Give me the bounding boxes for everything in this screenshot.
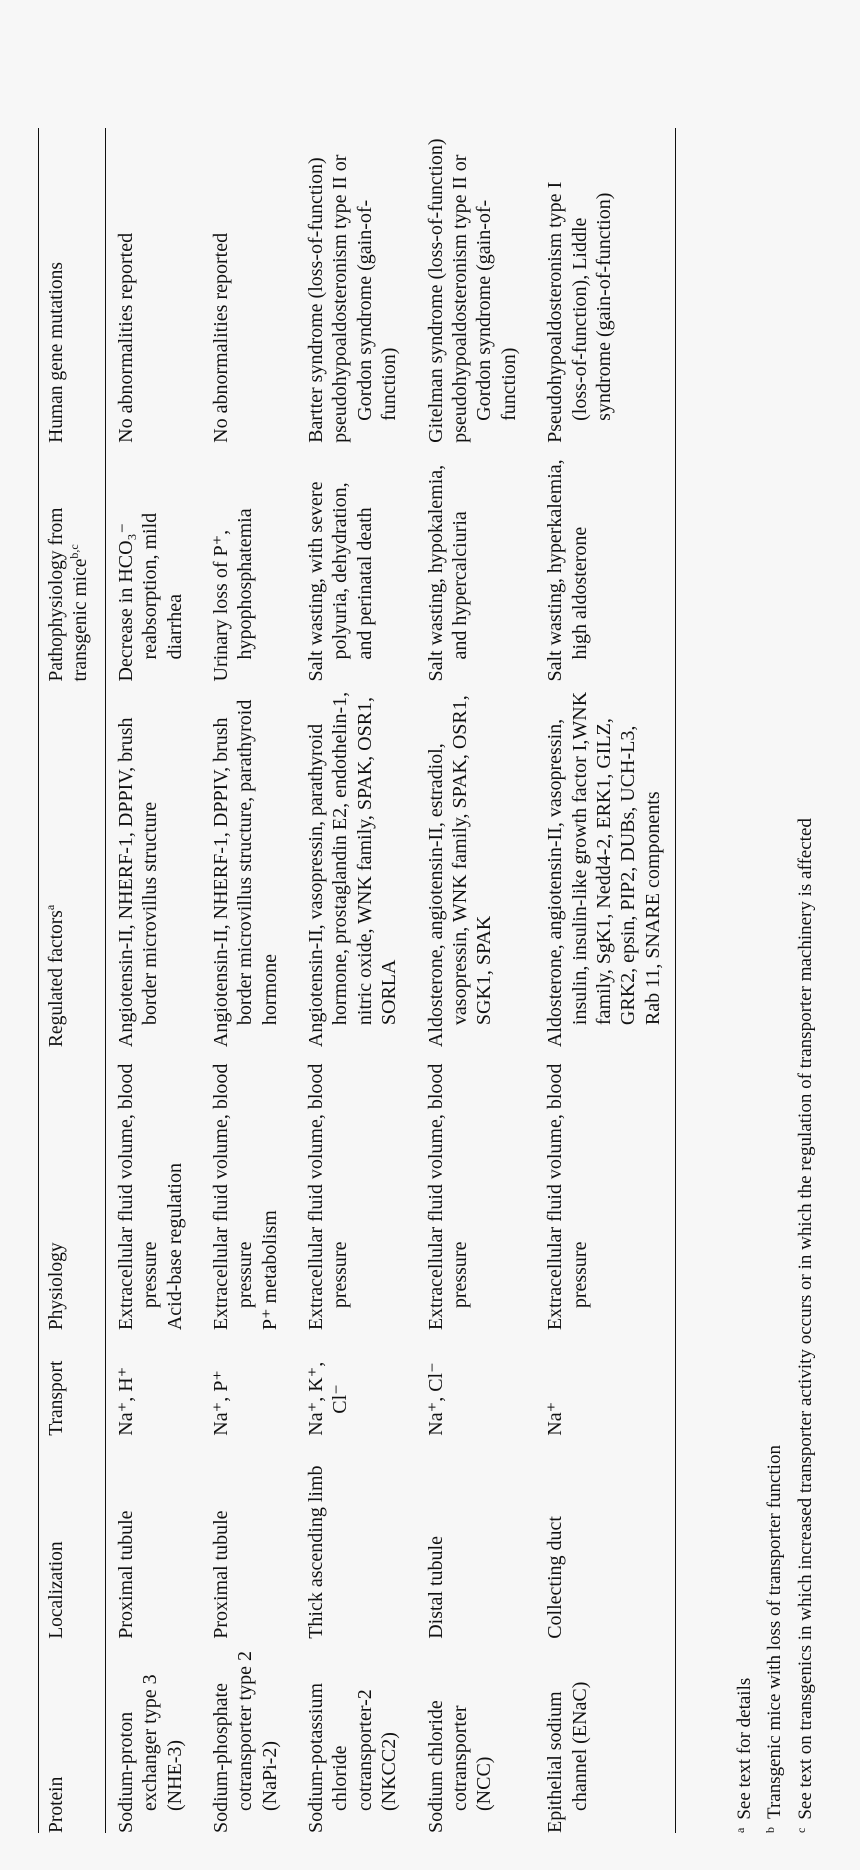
cell-localization-text: Collecting duct	[544, 1516, 567, 1639]
cell-protein-text: Sodium-proton exchanger type 3 (NHE-3)	[114, 1674, 186, 1833]
table-body	[105, 128, 675, 1833]
header-patho-label: Pathophysiology from transgenic mice	[46, 507, 91, 682]
cell-protein	[105, 1639, 201, 1833]
cell-pathophysiology-text: Decrease in HCO₃⁻ reabsorption, mild diarrhea	[114, 512, 186, 682]
cell-protein	[535, 1639, 675, 1833]
cell-human-mutations-line: pseudohypoaldosteronism type II or Gordon syndrome (gain-of-function)	[329, 154, 401, 443]
footnote	[730, 818, 760, 1833]
cell-localization-text: Thick ascending limb	[305, 1465, 328, 1639]
cell-human-mutations-line: No abnormalities reported	[209, 232, 232, 443]
cell-regulated	[296, 682, 416, 1048]
table-row	[416, 128, 536, 1833]
cell-protein	[201, 1639, 296, 1833]
header-patho-mark: b,c	[66, 544, 81, 559]
cell-protein	[296, 1639, 416, 1833]
header-regulated-mark: a	[43, 904, 58, 911]
cell-human-mutations	[416, 128, 536, 443]
header-regulated-label: Regulated factors	[46, 910, 68, 1048]
cell-pathophysiology-text: Urinary loss of P⁺, hypophosphatemia	[209, 508, 257, 682]
cell-regulated-text: Aldosterone, angiotensin-II, vasopressin, insulin, insulin-like growth factor I,WNK family, SgK1, Nedd4-2, ERK1, GILZ, GRK2, epsin, PIP2, DUBs, UCH-L3, Rab 11, SNARE components	[544, 691, 664, 1048]
cell-pathophysiology	[416, 443, 536, 682]
cell-protein	[416, 1639, 536, 1833]
header-transport: Transport	[46, 1360, 68, 1436]
cell-physiology	[201, 1047, 296, 1330]
cell-human-mutations-line: Bartter syndrome (loss-of-function)	[305, 157, 328, 443]
cell-physiology	[105, 1047, 201, 1330]
cell-transport-text: Na⁺	[544, 1401, 567, 1436]
transporter-table	[39, 128, 676, 1833]
footnote	[760, 818, 790, 1833]
cell-human-mutations-line: Pseudohypoaldosteronism type I (loss-of-function), Liddle syndrome (gain-of-function)	[544, 181, 615, 443]
table-row	[296, 128, 416, 1833]
cell-physiology-line: Extracellular fluid volume, blood pressure	[305, 1063, 352, 1331]
cell-transport-text: Na⁺, H⁺	[114, 1366, 137, 1436]
cell-localization-text: Distal tubule	[424, 1536, 447, 1639]
cell-human-mutations	[535, 128, 675, 443]
header-human-mutations: Human gene mutations	[46, 261, 68, 443]
cell-localization	[201, 1436, 296, 1639]
cell-human-mutations-line: pseudohypoaldosteronism type II or Gordon syndrome (gain-of-function)	[449, 154, 520, 443]
footnotes	[730, 818, 821, 1833]
cell-regulated	[535, 682, 675, 1048]
cell-physiology-line: Acid-base regulation	[163, 1163, 186, 1331]
cell-physiology-line: Extracellular fluid volume, blood pressure	[544, 1063, 591, 1331]
cell-regulated-text: Angiotensin-II, NHERF-1, DPPIV, brush border microvillus structure, parathyroid hormone	[209, 699, 281, 1048]
footnote-mark: a	[733, 1827, 747, 1833]
header-pathophysiology	[39, 443, 105, 682]
footnote-text: Transgenic mice with loss of transporter function	[764, 1445, 786, 1819]
cell-protein-text: Sodium chloride cotransporter (NCC)	[424, 1700, 496, 1833]
cell-localization	[105, 1436, 201, 1639]
cell-regulated	[416, 682, 536, 1048]
cell-transport-text: Na⁺, K⁺, Cl⁻	[305, 1361, 352, 1436]
table-container	[38, 128, 676, 1833]
cell-transport-text: Na⁺, Cl⁻	[424, 1362, 447, 1436]
cell-human-mutations-line: No abnormalities reported	[114, 232, 137, 443]
table-row	[105, 128, 201, 1833]
cell-physiology-line: Extracellular fluid volume, blood pressure	[114, 1063, 162, 1331]
footnote-mark: b	[763, 1827, 778, 1833]
cell-protein-text: Epithelial sodium channel (ENaC)	[544, 1681, 591, 1833]
cell-protein-text: Sodium-phosphate cotransporter type 2 (NaPi-2)	[209, 1651, 281, 1833]
cell-physiology-line: Extracellular fluid volume, blood pressure	[209, 1063, 257, 1331]
cell-human-mutations-line: Gitelman syndrome (loss-of-function)	[424, 138, 447, 443]
cell-localization	[296, 1436, 416, 1639]
cell-regulated-text: Angiotensin-II, vasopressin, parathyroid hormone, prostaglandin E2, endothelin-1, nitric oxide, WNK family, SPAK, OSR1, SORLA	[305, 691, 401, 1048]
cell-regulated-text: Aldosterone, angiotensin-II, estradiol, vasopressin, WNK family, SPAK, OSR1, SGK1, SPAK	[424, 695, 496, 1048]
cell-localization	[535, 1436, 675, 1639]
cell-transport	[296, 1330, 416, 1436]
cell-pathophysiology-text: Salt wasting, with severe polyuria, dehydration, and perinatal death	[305, 481, 376, 682]
footnote-text: See text on transgenics in which increased transporter activity occurs or in which the regulation of transporter machinery is affected	[794, 818, 816, 1820]
cell-pathophysiology	[296, 443, 416, 682]
cell-localization	[416, 1436, 536, 1639]
cell-pathophysiology	[105, 443, 201, 682]
cell-transport-text: Na⁺, P⁺	[209, 1370, 232, 1436]
cell-regulated	[201, 682, 296, 1048]
cell-physiology-line: P⁺ metabolism	[258, 1210, 281, 1331]
cell-human-mutations	[296, 128, 416, 443]
table-row	[201, 128, 296, 1833]
footnote-text: See text for details	[734, 1677, 755, 1820]
header-row	[39, 128, 105, 1833]
cell-human-mutations	[105, 128, 201, 443]
cell-localization-text: Proximal tubule	[209, 1510, 232, 1639]
header-regulated	[39, 682, 105, 1048]
footnote-mark: c	[793, 1827, 808, 1833]
cell-pathophysiology-text: Salt wasting, hypokalemia, and hypercalciuria	[424, 464, 472, 682]
cell-regulated-text: Angiotensin-II, NHERF-1, DPPIV, brush border microvillus structure	[114, 717, 162, 1048]
header-protein: Protein	[46, 1776, 68, 1833]
cell-localization-text: Proximal tubule	[114, 1510, 137, 1639]
cell-human-mutations	[201, 128, 296, 443]
cell-pathophysiology	[535, 443, 675, 682]
cell-transport	[416, 1330, 536, 1436]
cell-regulated	[105, 682, 201, 1048]
table-row	[535, 128, 675, 1833]
cell-pathophysiology	[201, 443, 296, 682]
cell-transport	[535, 1330, 675, 1436]
cell-physiology	[296, 1047, 416, 1330]
cell-protein-text: Sodium-potassium chloride cotransporter-2 (NKCC2)	[305, 1682, 401, 1833]
cell-physiology	[416, 1047, 536, 1330]
footnote	[791, 818, 821, 1833]
header-localization: Localization	[46, 1541, 68, 1639]
cell-pathophysiology-text: Salt wasting, hyperkalemia, high aldosterone	[544, 459, 591, 682]
cell-transport	[201, 1330, 296, 1436]
cell-transport	[105, 1330, 201, 1436]
cell-physiology-line: Extracellular fluid volume, blood pressure	[424, 1063, 472, 1331]
cell-physiology	[535, 1047, 675, 1330]
header-physiology: Physiology	[46, 1242, 68, 1331]
